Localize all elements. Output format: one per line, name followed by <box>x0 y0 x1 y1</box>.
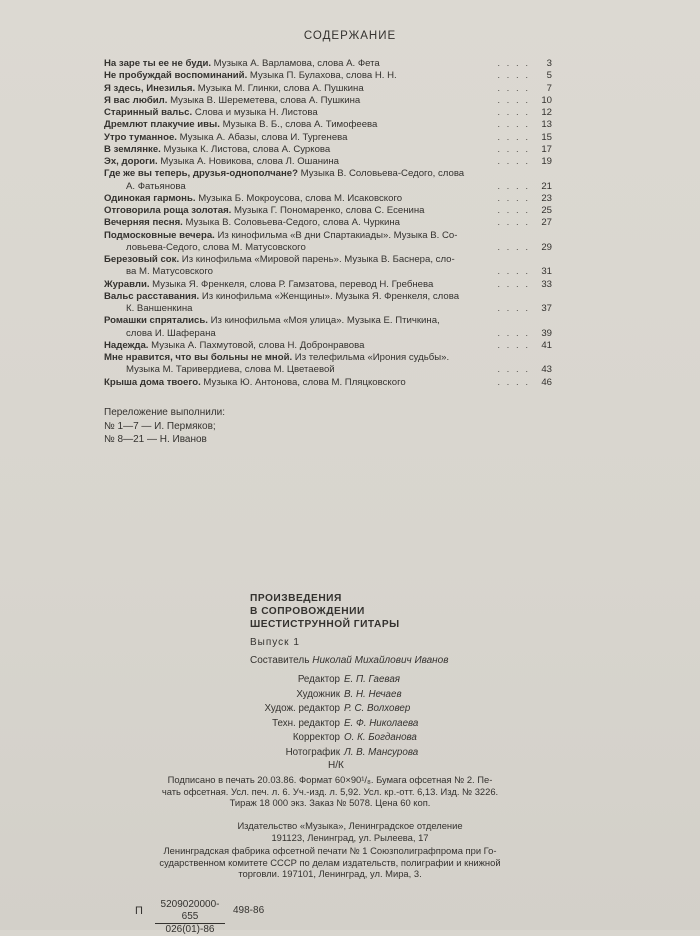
song-title: Одинокая гармонь. <box>104 192 196 204</box>
page-number: 12 <box>541 107 552 118</box>
page-number: 37 <box>541 303 552 314</box>
song-credits: Музыка Я. Френкеля, слова Р. Гамзатова, перевод Н. Гребнева <box>149 278 434 290</box>
page-number: 33 <box>541 278 552 290</box>
song-credits: Из кинофильма «Моя улица». Музыка Е. Птичкина, <box>207 315 440 327</box>
song-credits: Музыка В. Б., слова А. Тимофеева <box>219 119 378 131</box>
page-number: 10 <box>541 94 552 106</box>
toc-entry <box>104 340 552 352</box>
arrangement-block <box>104 406 225 447</box>
compiler-line <box>250 655 448 666</box>
song-title: Вальс расставания. <box>104 290 200 302</box>
leader-dots: . . . . <box>497 107 530 118</box>
song-title: Эх, дороги. <box>104 156 158 167</box>
toc-entry <box>104 83 552 95</box>
credit-role: Корректор <box>292 732 340 743</box>
song-credits: Музыка А. Абазы, слова И. Тургенева <box>176 131 348 143</box>
toc-entry <box>104 364 552 376</box>
toc-entry <box>104 132 552 144</box>
leader-dots: . . . . <box>497 278 530 290</box>
credit-name: Е. Ф. Николаева <box>344 717 419 729</box>
toc-entry <box>104 156 552 168</box>
leader-dots: . . . . <box>497 70 530 82</box>
credit-role: Техн. редактор <box>272 717 340 729</box>
song-credits: Музыка А. Новикова, слова Л. Ошанина <box>157 156 339 167</box>
song-credits: Музыка В. Соловьева-Седого, слова <box>298 168 465 180</box>
song-credits: Музыка Г. Пономаренко, слова С. Есенина <box>231 205 425 216</box>
page-number: 31 <box>541 266 552 278</box>
song-title: Отговорила роща золотая. <box>104 205 232 216</box>
song-credits: слова И. Шаферана <box>126 327 216 339</box>
leader-dots: . . . . <box>497 192 530 204</box>
credit-name: О. К. Богданова <box>344 732 417 743</box>
song-credits: Музыка В. Соловьева-Седого, слова А. Чуркина <box>182 217 400 229</box>
table-of-contents <box>104 58 552 389</box>
credit-name: Е. П. Гаевая <box>344 674 401 685</box>
page-number: 39 <box>541 327 552 339</box>
song-title: В землянке. <box>104 143 161 155</box>
toc-entry <box>104 377 552 389</box>
page-number: 29 <box>541 241 552 253</box>
song-credits: Музыка Ю. Антонова, слова М. Пляцковского <box>200 376 406 388</box>
credit-role: Худож. редактор <box>264 703 340 714</box>
page-number: 41 <box>541 339 552 351</box>
song-title: На заре ты ее не буди. <box>104 58 212 69</box>
song-credits: ловьева-Седого, слова М. Матусовского <box>126 241 306 253</box>
arrangement-heading: Переложение выполнили: <box>104 407 226 418</box>
leader-dots: . . . . <box>497 82 530 94</box>
toc-entry <box>104 205 552 217</box>
toc-entry <box>104 168 552 180</box>
issue-number: Выпуск 1 <box>250 637 300 648</box>
song-title: Крыша дома твоего. <box>104 376 201 388</box>
toc-entry <box>104 279 552 291</box>
toc-entry <box>104 119 552 131</box>
toc-entry <box>104 230 552 242</box>
song-title: Я вас любил. <box>104 94 168 106</box>
toc-entry <box>104 144 552 156</box>
song-credits: Музыка А. Варламова, слова А. Фета <box>211 58 380 69</box>
arrangement-line: № 1—7 — И. Пермяков; <box>104 420 216 432</box>
toc-entry <box>104 242 552 254</box>
page-number: 5 <box>546 70 552 82</box>
toc-entry <box>104 254 552 266</box>
leader-dots: . . . . <box>497 327 530 339</box>
toc-entry <box>104 58 552 70</box>
publisher-block: Издательство «Музыка», Ленинградское отделение 191123, Ленинград, ул. Рылеева, 17 <box>237 820 463 843</box>
credit-role: Художник <box>296 688 340 700</box>
song-credits: А. Фатьянова <box>126 180 186 192</box>
song-credits: Из кинофильма «В дни Спартакиады». Музыка В. Со- <box>214 229 458 241</box>
song-credits: Слова и музыка Н. Листова <box>192 107 318 118</box>
song-credits: Из кинофильма «Мировой парень». Музыка В. Баснера, сло- <box>179 254 455 265</box>
leader-dots: . . . . <box>497 205 530 216</box>
code-letter: П <box>135 905 143 917</box>
song-credits: Музыка П. Булахова, слова Н. Н. <box>247 70 397 82</box>
nk-mark: Н/К <box>328 760 344 771</box>
toc-entry <box>104 291 552 303</box>
credit-role: Редактор <box>297 674 340 685</box>
song-title: Старинный вальс. <box>104 107 193 118</box>
page-number: 46 <box>541 376 552 388</box>
page-number: 21 <box>541 180 552 192</box>
page-number: 23 <box>541 192 552 204</box>
leader-dots: . . . . <box>497 119 530 131</box>
toc-entry <box>104 266 552 278</box>
song-credits: Музыка В. Шереметева, слова А. Пушкина <box>167 94 361 106</box>
song-title: Надежда. <box>104 339 149 351</box>
leader-dots: . . . . <box>497 303 530 314</box>
book-title: ПРОИЗВЕДЕНИЯ В СОПРОВОЖДЕНИИ ШЕСТИСТРУННОЙ ГИТАРЫ <box>250 593 400 630</box>
song-title: Не пробуждай воспоминаний. <box>104 70 248 82</box>
page-number: 7 <box>546 82 552 94</box>
page-number: 43 <box>541 364 552 376</box>
toc-entry <box>104 315 552 327</box>
leader-dots: . . . . <box>497 143 530 155</box>
toc-entry <box>104 107 552 119</box>
page-number: 25 <box>541 205 552 216</box>
imprint-block: Подписано в печать 20.03.86. Формат 60×90¹/₈. Бумага офсетная № 2. Пе- чать офсетная. Усл. печ. л. 6. Уч.-изд. л. 5,92. Усл. кр.-отт. 6,13. Изд. № 3226. Тираж 18 000 экз. Заказ № 5078. Цена 60 коп. <box>161 774 499 808</box>
song-title: Мне нравится, что вы больны не мной. <box>104 352 293 363</box>
leader-dots: . . . . <box>497 131 530 143</box>
toc-entry <box>104 193 552 205</box>
toc-entry <box>104 95 552 107</box>
page-number: 27 <box>541 217 552 229</box>
leader-dots: . . . . <box>497 58 530 69</box>
song-title: Подмосковные вечера. <box>104 229 215 241</box>
toc-entry <box>104 352 552 364</box>
leader-dots: . . . . <box>497 241 530 253</box>
song-credits: К. Ваншенкина <box>126 303 193 314</box>
leader-dots: . . . . <box>497 217 530 229</box>
compiler-label: Составитель <box>250 655 310 666</box>
printing-house-block: Ленинградская фабрика офсетной печати № 1 Союзполиграфпрома при Го- сударственном комитете СССР по делам издательств, полиграфии и книжной торговли. 197101, Ленинград, ул. Мира, 3. <box>159 845 501 879</box>
code-tail: 498-86 <box>233 905 265 916</box>
song-credits: Музыка М. Глинки, слова А. Пушкина <box>195 82 364 94</box>
code-fraction <box>155 899 225 936</box>
leader-dots: . . . . <box>497 364 530 376</box>
toc-entry <box>104 303 552 315</box>
song-credits: Из кинофильма «Женщины». Музыка Я. Френкеля, слова <box>199 290 460 302</box>
page-number: 17 <box>541 143 552 155</box>
song-title: Ромашки спрятались. <box>104 315 208 327</box>
page-number: 13 <box>541 119 552 131</box>
leader-dots: . . . . <box>497 156 530 167</box>
song-credits: ва М. Матусовского <box>126 266 214 278</box>
credit-name: В. Н. Нечаев <box>344 688 402 700</box>
credit-role: Нотографик <box>285 746 340 758</box>
leader-dots: . . . . <box>497 266 530 278</box>
compiler-name: Николай Михайлович Иванов <box>312 655 449 666</box>
song-title: Где же вы теперь, друзья-однополчане? <box>104 168 298 180</box>
page-number: 3 <box>546 58 552 69</box>
toc-title: СОДЕРЖАНИЕ <box>303 30 397 42</box>
song-title: Дремлют плакучие ивы. <box>104 119 220 131</box>
song-title: Я здесь, Инезилья. <box>104 82 196 94</box>
toc-entry <box>104 70 552 82</box>
song-title: Березовый сок. <box>104 254 180 265</box>
code-numerator: 5209020000-655 <box>155 899 225 924</box>
leader-dots: . . . . <box>497 94 530 106</box>
song-credits: Музыка М. Таривердиева, слова М. Цветаевой <box>126 364 335 376</box>
leader-dots: . . . . <box>497 180 530 192</box>
song-title: Вечерняя песня. <box>104 217 183 229</box>
song-title: Журавли. <box>104 278 150 290</box>
song-title: Утро туманное. <box>104 131 177 143</box>
credit-name: Р. С. Волховер <box>344 703 411 714</box>
leader-dots: . . . . <box>497 339 530 351</box>
song-credits: Музыка Б. Мокроусова, слова М. Исаковского <box>195 192 403 204</box>
page-number: 19 <box>541 156 552 167</box>
arrangement-line: № 8—21 — Н. Иванов <box>104 434 207 445</box>
song-credits: Из телефильма «Ирония судьбы». <box>292 352 450 363</box>
toc-entry <box>104 217 552 229</box>
song-credits: Музыка А. Пахмутовой, слова Н. Добронравова <box>148 339 365 351</box>
code-denominator: 026(01)-86 <box>165 924 215 935</box>
song-credits: Музыка К. Листова, слова А. Суркова <box>160 143 331 155</box>
toc-entry <box>104 181 552 193</box>
page-number: 15 <box>541 131 552 143</box>
credit-name: Л. В. Мансурова <box>344 746 419 758</box>
toc-entry <box>104 328 552 340</box>
leader-dots: . . . . <box>497 376 530 388</box>
